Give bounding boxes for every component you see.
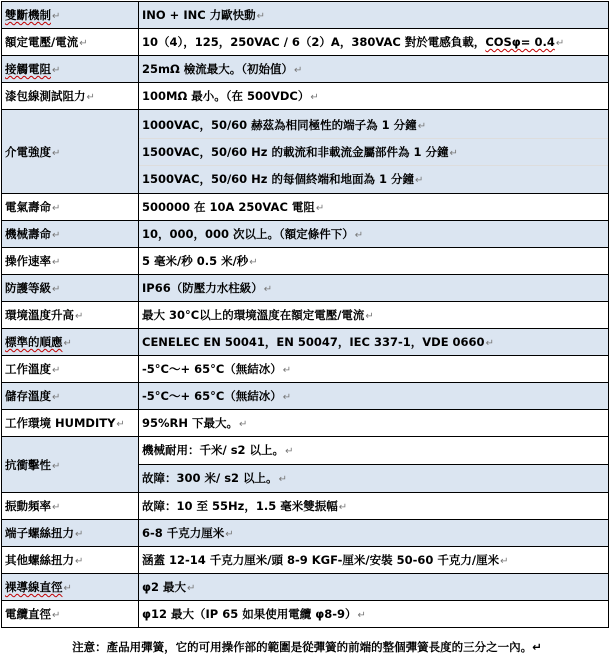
table-row: [2, 493, 609, 520]
table-row: [2, 329, 609, 356]
row-value: CENELEC EN 50041，EN 50047，IEC 337-1，VDE 0660↵: [139, 329, 609, 356]
paragraph-mark-icon: ↵: [52, 365, 61, 376]
row-label: 防護等級↵: [2, 275, 139, 302]
paragraph-mark-icon: ↵: [75, 529, 84, 540]
paragraph-mark-icon: ↵: [282, 392, 292, 403]
row-sub-line: 1500VAC，50/60 Hz 的載流和非載流金屬部件為 1 分鐘↵: [139, 139, 608, 166]
row-label: 其他螺絲扭力↵: [2, 547, 139, 574]
table-row: [2, 356, 609, 383]
paragraph-mark-icon: ↵: [449, 147, 458, 159]
row-value: 5 毫米/秒 0.5 米/秒↵: [139, 248, 609, 275]
table-row: [2, 520, 609, 547]
row-value: φ12 最大（IP 65 如果使用電纜 φ8-9）↵: [139, 601, 609, 628]
paragraph-mark-icon: ↵: [52, 392, 61, 403]
row-sub-line: 機械耐用：千米/ s2 以上。↵: [139, 437, 608, 465]
paragraph-mark-icon: ↵: [75, 311, 84, 322]
paragraph-mark-icon: ↵: [52, 257, 61, 268]
paragraph-mark-icon: ↵: [278, 474, 287, 485]
paragraph-mark-icon: ↵: [500, 556, 509, 567]
row-value: φ2 最大↵: [139, 574, 609, 601]
table-row: [2, 2, 609, 29]
row-value: -5°C～+ 65°C（無結冰）↵: [139, 383, 609, 410]
row-label: 漆包線測試阻力↵: [2, 83, 139, 110]
row-value: 10，000，000 次以上。（額定條件下）↵: [139, 221, 609, 248]
paragraph-mark-icon: ↵: [354, 230, 364, 241]
paragraph-mark-icon: ↵: [315, 203, 325, 214]
table-row: [2, 574, 609, 601]
row-value: INO + INC 力歐快動↵: [139, 2, 609, 29]
row-value: 6-8 千克力厘米↵: [139, 520, 609, 547]
paragraph-mark-icon: ↵: [79, 38, 88, 49]
row-value: 涵蓋 12-14 千克力厘米/頭 8-9 KGF-厘米/安裝 50-60 千克力/厘米↵: [139, 547, 609, 574]
paragraph-mark-icon: ↵: [263, 284, 273, 295]
row-sub-line: 故障：300 米/ s2 以上。↵: [139, 465, 608, 492]
paragraph-mark-icon: ↵: [310, 92, 319, 103]
table-row: [2, 275, 609, 302]
row-label: 振動頻率↵: [2, 493, 139, 520]
paragraph-mark-icon: ↵: [357, 610, 366, 621]
paragraph-mark-icon: ↵: [116, 419, 125, 430]
paragraph-mark-icon: ↵: [285, 446, 294, 457]
row-sub-line: 1500VAC，50/60 Hz 的每個終端和地面為 1 分鐘↵: [142, 171, 424, 186]
paragraph-mark-icon: ↵: [52, 460, 61, 472]
paragraph-mark-icon: ↵: [187, 583, 196, 594]
footnote: 注意：產品用彈簧，它的可用操作部的範圍是從彈簧的前端的整個彈簧長度的三分之一內。↵: [72, 640, 542, 654]
paragraph-mark-icon: ↵: [415, 174, 424, 186]
paragraph-mark-icon: ↵: [63, 583, 72, 594]
paragraph-mark-icon: ↵: [75, 556, 84, 567]
row-value: [139, 437, 609, 493]
table-row: [2, 83, 609, 110]
paragraph-mark-icon: ↵: [294, 65, 303, 76]
table-row: [2, 56, 609, 83]
row-value: 95%RH 下最大。↵: [139, 410, 609, 437]
row-value: 500000 在 10A 250VAC 電阻↵: [139, 194, 609, 221]
paragraph-mark-icon: ↵: [52, 502, 61, 513]
row-label: 端子螺絲扭力↵: [2, 520, 139, 547]
table-row: [2, 221, 609, 248]
row-label: 額定電壓/電流↵: [2, 29, 139, 56]
paragraph-mark-icon: ↵: [417, 120, 427, 132]
row-label: 裸導線直徑↵: [2, 574, 139, 601]
paragraph-mark-icon: ↵: [52, 203, 61, 214]
paragraph-mark-icon: ↵: [256, 11, 266, 22]
table-row: [2, 248, 609, 275]
paragraph-mark-icon: ↵: [63, 338, 72, 349]
paragraph-mark-icon: ↵: [225, 529, 234, 540]
row-label: 機械壽命↵: [2, 221, 139, 248]
row-value: -5°C～+ 65°C（無結冰）↵: [139, 356, 609, 383]
paragraph-mark-icon: ↵: [52, 284, 61, 295]
row-label: 雙斷機制↵: [2, 2, 139, 29]
table-row: [2, 110, 609, 194]
table-row: [2, 601, 609, 628]
paragraph-mark-icon: ↵: [52, 65, 61, 76]
table-row: [2, 437, 609, 493]
row-value: 100MΩ 最小。（在 500VDC）↵: [139, 83, 609, 110]
paragraph-mark-icon: ↵: [532, 640, 542, 654]
row-label: 操作速率↵: [2, 248, 139, 275]
paragraph-mark-icon: ↵: [485, 338, 494, 349]
row-value: 10（4），125，250VAC / 6（2）A，380VAC 對於電感負載，COSφ= 0.4↵: [139, 29, 609, 56]
paragraph-mark-icon: ↵: [52, 230, 61, 241]
row-label: 工作溫度↵: [2, 356, 139, 383]
row-value: 25mΩ 檢流最大。（初始值）↵: [139, 56, 609, 83]
paragraph-mark-icon: ↵: [52, 11, 61, 22]
paragraph-mark-icon: ↵: [282, 365, 292, 376]
paragraph-mark-icon: ↵: [52, 610, 61, 621]
row-label: 介電強度↵: [2, 110, 139, 194]
paragraph-mark-icon: ↵: [86, 92, 95, 103]
paragraph-mark-icon: ↵: [338, 502, 348, 513]
row-sub-line: 1000VAC，50/60 赫茲為相同極性的端子為 1 分鐘↵: [139, 112, 608, 139]
row-value: 故障：10 至 55Hz，1.5 毫米雙振幅↵: [139, 493, 609, 520]
row-label: 標準的順應↵: [2, 329, 139, 356]
row-label: 電纜直徑↵: [2, 601, 139, 628]
paragraph-mark-icon: ↵: [249, 257, 258, 268]
paragraph-mark-icon: ↵: [239, 419, 248, 430]
table-row: [2, 383, 609, 410]
paragraph-mark-icon: ↵: [52, 147, 61, 159]
row-label: 環境溫度升高↵: [2, 302, 139, 329]
paragraph-mark-icon: ↵: [555, 38, 565, 49]
row-label: 接觸電阻↵: [2, 56, 139, 83]
row-value: 最大 30°C以上的環境溫度在額定電壓/電流↵: [139, 302, 609, 329]
paragraph-mark-icon: ↵: [365, 311, 374, 322]
row-label: 工作環境 HUMDITY↵: [2, 410, 139, 437]
row-value: [139, 110, 609, 194]
table-row: [2, 194, 609, 221]
row-label: 抗衝擊性↵: [2, 437, 139, 493]
table-row: [2, 410, 609, 437]
table-row: [2, 547, 609, 574]
row-label: 儲存溫度↵: [2, 383, 139, 410]
row-value: IP66（防壓力水柱級）↵: [139, 275, 609, 302]
row-label: 電氣壽命↵: [2, 194, 139, 221]
spec-table: [1, 1, 609, 628]
table-row: [2, 29, 609, 56]
table-row: [2, 302, 609, 329]
